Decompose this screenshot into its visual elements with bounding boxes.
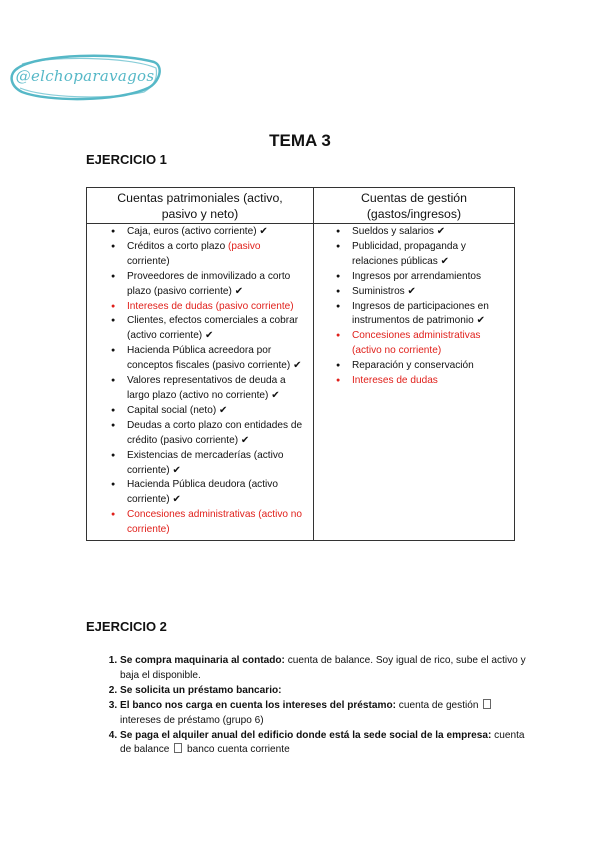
check-icon: ✔ [172,494,181,506]
col-gestion [314,224,515,541]
table-body-row [87,224,515,541]
list-item [127,225,305,240]
exercise-question: Se compra maquinaria al contado: [120,655,285,666]
item-text: Clientes, efectos comerciales a cobrar (activo corriente) [127,315,299,342]
item-text: Publicidad, propaganda y relaciones públicas [352,240,466,267]
col-patrimoniales [87,224,314,541]
logo-text: @elchoparavagos [15,67,155,85]
exercise-answer-detail: intereses de préstamo (grupo 6) [120,714,264,726]
list-item [352,300,510,330]
item-text-tail: corriente) [127,255,170,267]
list-item [127,404,305,419]
item-text: Deudas a corto plazo con entidades de crédito (pasivo corriente) [127,419,303,446]
item-text: Capital social (neto) [127,404,217,416]
arrow-placeholder-icon [174,743,182,753]
list-item [127,344,305,374]
gestion-list [314,225,514,389]
list-item [127,270,305,300]
exercise-answer: cuenta de balance [120,729,525,756]
check-icon: ✔ [293,360,302,372]
list-item [352,270,510,285]
list-item [352,374,510,389]
accounts-table [86,187,515,541]
list-item [127,240,305,270]
item-text: Suministros [352,285,405,297]
ejercicio-2-heading: EJERCICIO 2 [86,619,167,634]
check-icon: ✔ [476,315,485,327]
item-text: Existencias de mercaderías (activo corriente) [127,449,284,476]
exercise-answer-detail: banco cuenta corriente [184,744,290,756]
item-text: Concesiones administrativas (activo no corriente) [127,509,303,536]
item-text: Intereses de dudas (pasivo corriente) [127,300,294,312]
list-item [127,314,305,344]
list-item [352,225,510,240]
exercise-question: Se solicita un préstamo bancario: [120,684,282,696]
page-title: TEMA 3 [269,131,331,150]
patrimoniales-list [87,225,313,538]
list-item [352,329,510,359]
check-icon: ✔ [436,226,446,237]
exercise-item [120,654,530,684]
ejercicio-2-list [106,654,530,758]
ejercicio-1-heading: EJERCICIO 1 [86,152,167,167]
check-icon: ✔ [407,285,416,297]
list-item [127,419,305,449]
check-icon: ✔ [240,434,250,446]
exercise-question: El banco nos carga en cuenta los intereses del préstamo: [120,699,396,711]
check-icon: ✔ [271,389,280,401]
exercise-item [120,699,530,729]
item-text: Proveedores de inmovilizado a corto plazo (pasivo corriente) [127,270,291,297]
list-item [352,359,510,374]
item-text: Valores representativos de deuda a largo plazo (activo no corriente) [127,375,286,401]
item-text: Hacienda Pública acreedora por conceptos fiscales (pasivo corriente) [127,345,291,372]
item-text: Ingresos de participaciones en instrumentos de patrimonio [352,300,489,327]
exercise-answer: cuenta de balance. Soy igual de rico, sube el activo y baja el disponible. [120,655,526,681]
item-text: Hacienda Pública deudora (activo corriente) [127,479,278,506]
item-text: Caja, euros (activo corriente) [127,226,257,237]
item-text-red: (pasivo [228,240,261,252]
check-icon: ✔ [234,285,244,297]
item-text: Concesiones administrativas (activo no corriente) [352,330,481,357]
exercise-answer: cuenta de gestión [396,699,479,711]
list-item [352,285,510,300]
list-item [352,240,510,270]
check-icon: ✔ [440,255,450,267]
item-text: Créditos a corto plazo [127,240,226,252]
check-icon: ✔ [204,330,214,342]
list-item [127,449,305,479]
table-header-row [87,188,515,224]
list-item [127,508,305,538]
check-icon: ✔ [259,226,268,237]
list-item [127,374,305,404]
exercise-item [120,729,530,759]
check-icon: ✔ [172,464,181,476]
item-text: Sueldos y salarios [352,226,434,237]
arrow-placeholder-icon [483,699,491,709]
list-item [127,300,305,315]
col-header-gestion: Cuentas de gestión (gastos/ingresos) [314,188,515,224]
list-item [127,478,305,508]
item-text: Reparación y conservación [352,360,474,372]
logo [8,48,162,104]
exercise-question: Se paga el alquiler anual del edificio donde está la sede social de la empresa: [120,729,492,741]
check-icon: ✔ [219,404,228,416]
item-text: Ingresos por arrendamientos [352,270,482,282]
item-text: Intereses de dudas [352,375,438,387]
exercise-item [120,684,530,699]
col-header-patrimoniales: Cuentas patrimoniales (activo, pasivo y neto) [87,188,314,224]
